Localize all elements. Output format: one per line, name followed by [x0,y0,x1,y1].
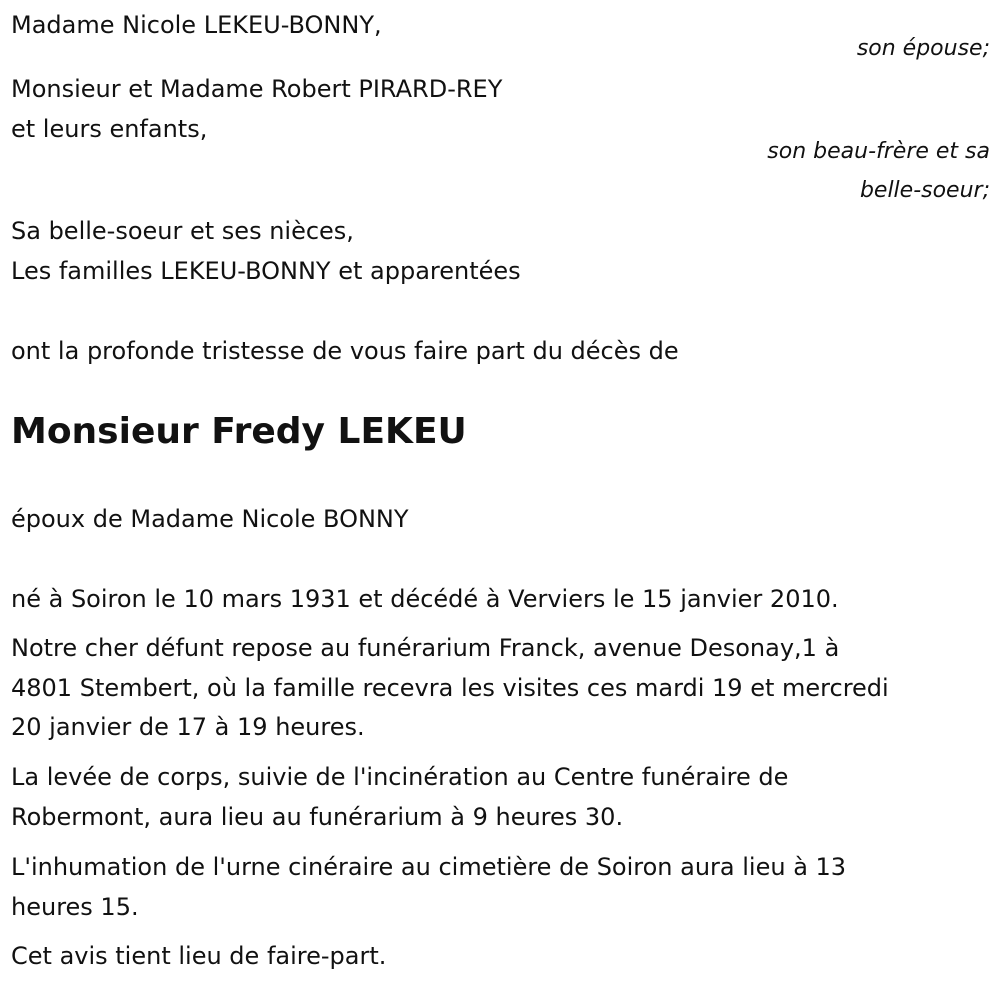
birth-death-line: né à Soiron le 10 mars 1931 et décédé à Verviers le 15 janvier 2010. [11,585,839,613]
deceased-name: Monsieur Fredy LEKEU [11,411,467,452]
inlaws-line-2: et leurs enfants, [11,115,208,143]
spouse-line: époux de Madame Nicole BONNY [11,505,409,533]
burial-line-1: L'inhumation de l'urne cinéraire au cimetière de Soiron aura lieu à 13 [11,853,847,881]
closing-line: Cet avis tient lieu de faire-part. [11,942,387,970]
wife-line: Madame Nicole LEKEU-BONNY, [11,11,382,39]
inlaws-line-1: Monsieur et Madame Robert PIRARD-REY [11,75,503,103]
wife-role: son épouse; [856,36,990,61]
burial-line-2: heures 15. [11,893,139,921]
rest-line-1: Notre cher défunt repose au funérarium Franck, avenue Desonay,1 à [11,634,840,662]
nieces-line: Sa belle-soeur et ses nièces, [11,217,354,245]
inlaws-role-line-2: belle-soeur; [859,178,990,203]
inlaws-role-line-1: son beau-frère et sa [767,139,990,164]
ceremony-line-1: La levée de corps, suivie de l'incinération au Centre funéraire de [11,763,789,791]
families-line: Les familles LEKEU-BONNY et apparentées [11,257,521,285]
rest-line-2: 4801 Stembert, où la famille recevra les visites ces mardi 19 et mercredi [11,674,889,702]
ceremony-line-2: Robermont, aura lieu au funérarium à 9 heures 30. [11,803,624,831]
rest-line-3: 20 janvier de 17 à 19 heures. [11,713,365,741]
announcement-line: ont la profonde tristesse de vous faire part du décès de [11,337,679,365]
